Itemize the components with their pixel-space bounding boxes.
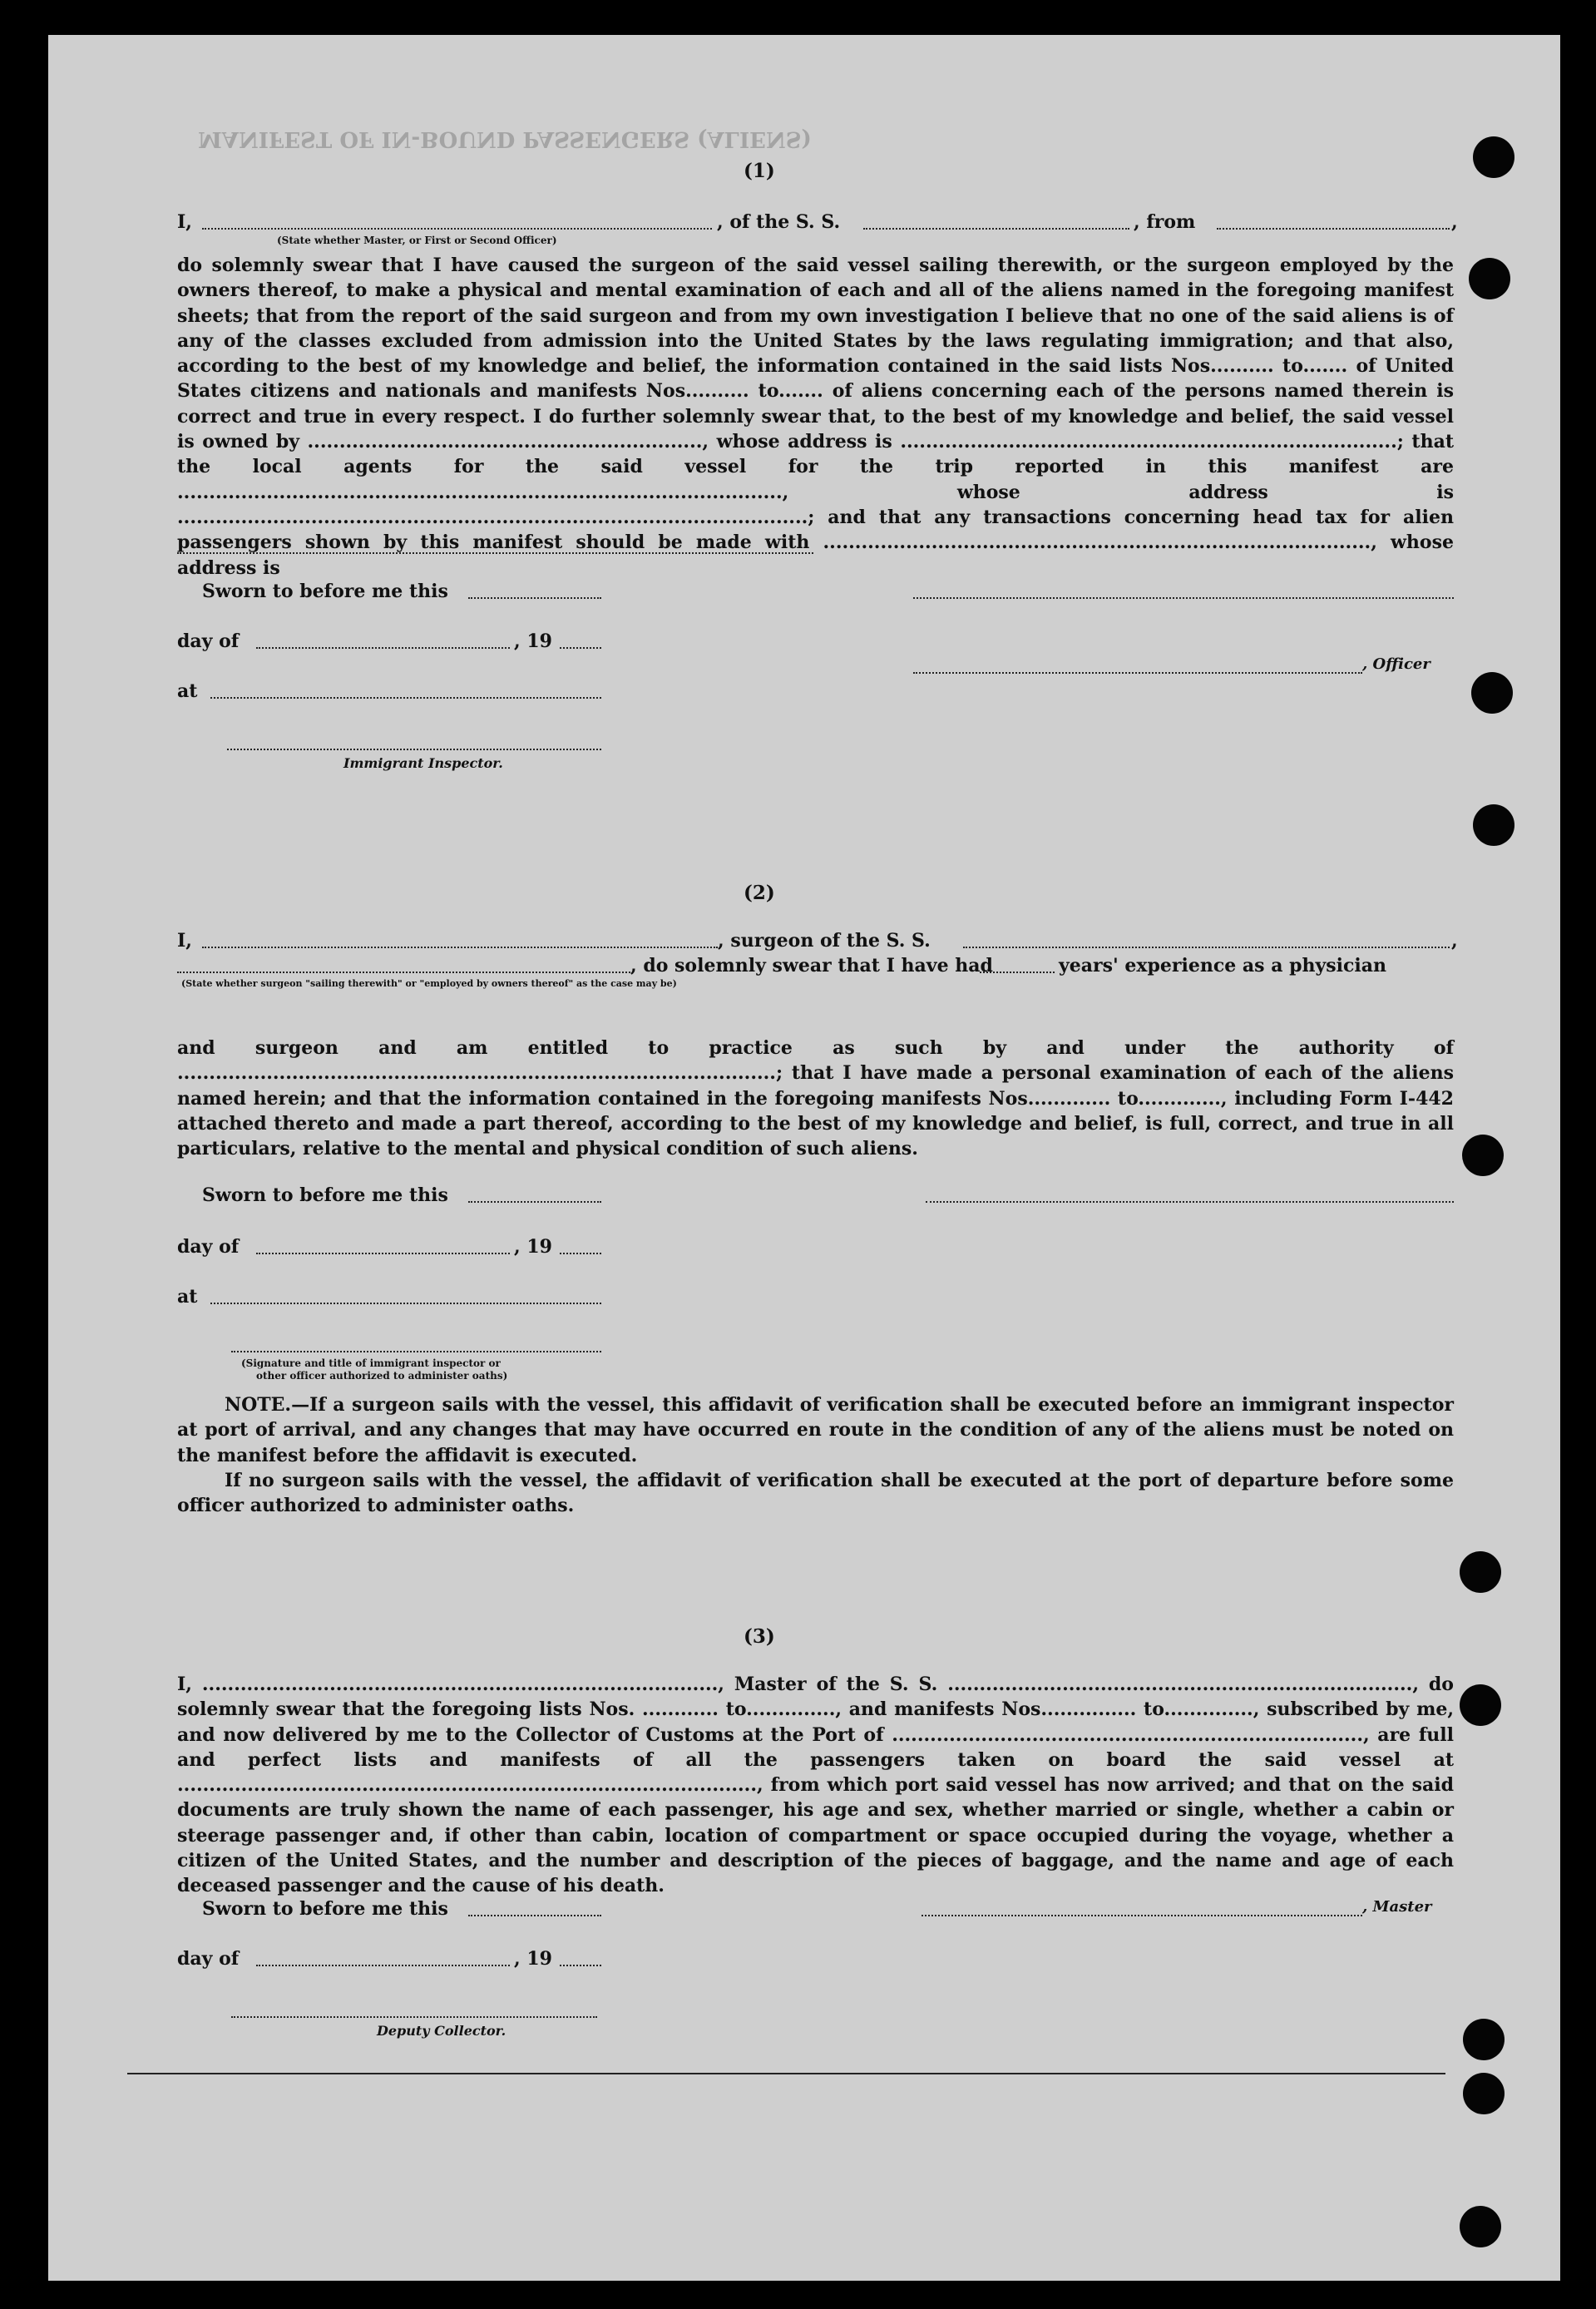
- section-2-number: (2): [744, 882, 775, 904]
- section-1-day-label: day of: [177, 630, 240, 652]
- section-1-oath-paragraph: do solemnly swear that I have caused the surgeon of the said vessel sailing therewith, or the surgeon employed by the owners thereof, to make a physical and mental examination of each and all of the aliens named in the foregoing manifest sheets; that from the report of the said surgeon and from my own investigation I believe that no one of the said aliens is of any of the classes excluded from admission into the United States by the laws regulating immigration; and that also, according to the best of my knowledge and belief, the information contained in the said lists Nos.......... to....... of United States citizens and nationals and manifests Nos.......... to....... of aliens concerning each of the persons named therein is correct and true in every respect. I do further solemnly swear that, to the best of my knowledge and belief, the said vessel is owned by .............................................................., whose address is ..............................................................................; that the local agents for the said vessel for the trip reported in this manifest are ..............................................................................................., whose address is ...................................................................................................; and that any transactions concerning head tax for alien passengers shown by this manifest should be made with ......................................................................................, whose address is: [177, 255, 1454, 579]
- section-3-number: (3): [744, 1625, 775, 1648]
- binder-hole: [1460, 1551, 1501, 1593]
- section-2-note-paragraph-2: If no surgeon sails with the vessel, the affidavit of verification shall be executed at the port of departure before some officer authorized to administer oaths.: [177, 1470, 1454, 1517]
- binder-hole: [1463, 2019, 1505, 2060]
- section-2-year-label: , 19: [514, 1236, 552, 1258]
- binder-hole: [1460, 2206, 1501, 2247]
- section-3-year-field[interactable]: [560, 1965, 601, 1966]
- section-2-sig-note-2: other officer authorized to administer oaths): [256, 1370, 508, 1382]
- section-2-at-field[interactable]: [210, 1303, 601, 1304]
- section-1-address-field[interactable]: [177, 552, 813, 554]
- section-2-day-label: day of: [177, 1236, 240, 1258]
- section-2-sworn-field[interactable]: [468, 1201, 601, 1203]
- section-1-comma: ,: [1451, 211, 1458, 233]
- section-3-day-field[interactable]: [256, 1965, 510, 1966]
- section-1-officer-field[interactable]: [202, 228, 768, 230]
- form-page: [48, 35, 1560, 2281]
- binder-hole: [1473, 804, 1514, 846]
- section-1-sworn-field[interactable]: [468, 597, 601, 599]
- section-2-years-field[interactable]: [980, 972, 1055, 973]
- section-3-master-signature-field[interactable]: [922, 1915, 1362, 1916]
- section-1-officer-label: , Officer: [1362, 655, 1430, 673]
- section-1-from-field[interactable]: [1217, 228, 1450, 230]
- section-2-note-paragraph: NOTE.—If a surgeon sails with the vessel, this affidavit of verification shall be executed before an immigrant inspector at port of arrival, and any changes that may have occurred en route in the condition of any of the aliens must be noted on the manifest before the affidavit is executed.: [177, 1394, 1454, 1466]
- section-2-inspector-signature-field[interactable]: [231, 1351, 601, 1352]
- binder-hole: [1462, 1135, 1504, 1176]
- bleed-through-text: MANIFEST OF IN-BOUND PASSENGERS (ALIENS): [198, 126, 812, 151]
- section-2-surgeon-note: (State whether surgeon "sailing therewith" or "employed by owners thereof" as the case may be): [181, 978, 677, 989]
- section-1-from-label: , from: [1134, 211, 1196, 233]
- section-3-deputy-signature-field[interactable]: [231, 2016, 597, 2018]
- section-2-surgeon-field[interactable]: [202, 947, 718, 948]
- section-1-i-label: I,: [177, 211, 192, 233]
- section-2-comma: ,: [1451, 930, 1458, 952]
- binder-hole: [1460, 1684, 1501, 1726]
- section-2-surgeon-signature-field[interactable]: [926, 1201, 1454, 1203]
- section-1-officer-note: (State whether Master, or First or Second Officer): [277, 235, 557, 246]
- section-1-day-field[interactable]: [256, 647, 510, 649]
- section-2-day-field[interactable]: [256, 1253, 510, 1254]
- bottom-rule: [127, 2073, 1445, 2074]
- section-2-sworn-label: Sworn to before me this: [202, 1184, 448, 1206]
- section-1-inspector-signature-field[interactable]: [227, 749, 601, 750]
- section-3-year-label: , 19: [514, 1948, 552, 1970]
- section-1-ship-field[interactable]: [863, 228, 1129, 230]
- section-3-oath-paragraph: I, ................................................................................., Master of the S. S. ........................................................................., do solemnly swear that the foregoing lists Nos. ............ to.............., and manifests Nos............... to.............., subscribed by me, and now delivered by me to the Collector of Customs at the Port of .........................................................................., are full and perfect lists and manifests of all the passengers taken on board the said vessel at ..........................................................................................., from which port said vessel has now arrived; and that on the said documents are truly shown the name of each passenger, his age and sex, whether married or single, whether a cabin or steerage passenger and, if other than cabin, location of compartment or space occupied during the voyage, whether a citizen of the United States, and the number and description of the pieces of baggage, and the name and age of each deceased passenger and the cause of his death.: [177, 1674, 1454, 1897]
- section-2-oath-paragraph: and surgeon and am entitled to practice as such by and under the authority of ..............................................................................................; that I have made a personal examination of each of the aliens named herein; and that the information contained in the foregoing manifests Nos............. to............., including Form I-442 attached thereto and made a part thereof, according to the best of my knowledge and belief, is full, correct, and true in all particulars, relative to the mental and physical condition of such aliens.: [177, 1037, 1454, 1160]
- section-2-ship-field[interactable]: [963, 947, 1450, 948]
- binder-hole: [1471, 672, 1513, 714]
- section-2-i-label: I,: [177, 930, 192, 952]
- section-1-at-label: at: [177, 680, 198, 702]
- section-2-year-field[interactable]: [560, 1253, 601, 1254]
- section-2-sailing-field[interactable]: [177, 972, 630, 973]
- section-3-sworn-field[interactable]: [468, 1915, 601, 1916]
- section-1-sworn-label: Sworn to before me this: [202, 581, 448, 602]
- binder-hole: [1473, 136, 1514, 178]
- section-1-officer-signature-field[interactable]: [913, 597, 1454, 599]
- section-1-number: (1): [744, 160, 775, 182]
- section-2-experience-label: years' experience as a physician: [1059, 955, 1387, 977]
- section-1-year-field[interactable]: [560, 647, 601, 649]
- binder-hole: [1469, 258, 1510, 299]
- section-1-at-field[interactable]: [210, 697, 601, 699]
- section-2-at-label: at: [177, 1286, 198, 1308]
- section-2-swear-label: , do solemnly swear that I have had: [630, 955, 993, 977]
- section-1-ss-label: , of the S. S.: [714, 211, 843, 233]
- section-2-sig-note-1: (Signature and title of immigrant inspector or: [241, 1357, 501, 1369]
- section-3-deputy-label: Deputy Collector.: [377, 2023, 506, 2039]
- section-2-ss-label: , surgeon of the S. S.: [718, 930, 931, 952]
- section-3-day-label: day of: [177, 1948, 240, 1970]
- section-3-sworn-label: Sworn to before me this: [202, 1898, 448, 1920]
- section-1-inspector-label: Immigrant Inspector.: [343, 755, 503, 771]
- section-1-year-label: , 19: [514, 630, 552, 652]
- binder-hole: [1463, 2073, 1505, 2114]
- section-1-officer-field-2[interactable]: [913, 672, 1362, 674]
- section-3-master-label: , Master: [1362, 1898, 1432, 1916]
